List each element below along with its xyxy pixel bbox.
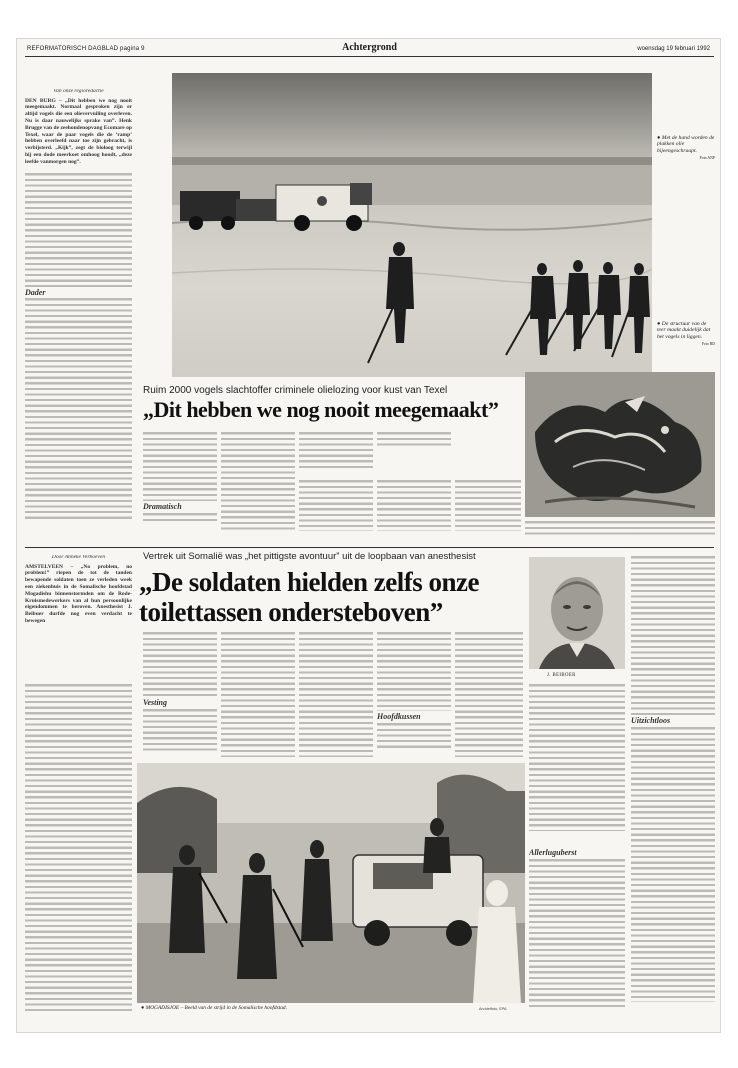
article2-body-text <box>25 683 132 1013</box>
article2-body-text <box>377 722 451 750</box>
article2-column-4 <box>299 631 373 757</box>
mogadishu-photo-caption-text: MOGADISJOE – Beeld van de strijd in de Somalische hoofdstad. <box>145 1005 287 1011</box>
article2-body-text <box>455 631 523 757</box>
article1-body-text <box>143 431 217 501</box>
article2-intro: AMSTELVEEN – „No problem, no problem!” riepen de tot de tanden bewapende soldaten toen ze verleden week een ziekenhuis in de Somalische hoofdstad Mogadishu binnenstormden om de Rode-Kruismedewerkers van al hun persoonlijke eigendommen te beroven. Anesthesist J. Beibuer durfde nog even verdacht te bewegen <box>25 563 132 624</box>
beach-cleanup-illustration <box>172 73 652 377</box>
article1-headline: „Dit hebben we nog nooit meegemaakt” <box>143 397 499 422</box>
beach-photo-caption: ● Met de hand worden de plakken olie bijeengeschraapt. Foto ANP <box>657 135 715 161</box>
article1-column-4b <box>299 479 373 531</box>
article1-body-text <box>377 479 451 531</box>
portrait-illustration <box>529 557 625 669</box>
article2-body-text <box>529 683 625 831</box>
article1-body-text <box>25 297 132 522</box>
section-title: Achtergrond <box>342 42 397 53</box>
mogadishu-photo-caption: ● MOGADISJOE – Beeld van de strijd in de Somalische hoofdstad. <box>141 1005 287 1011</box>
article1-column-7 <box>525 520 715 538</box>
article2-body-text <box>143 631 217 697</box>
article2-kicker: Vertrek uit Somalië was „het pittigste avontuur” uit de loopbaan van anesthesist <box>143 551 476 562</box>
article2-body-text <box>529 858 625 1008</box>
article2-column-6 <box>455 631 523 757</box>
bird-photo-credit: Foto RD <box>701 342 715 347</box>
article1-left-column <box>25 89 132 551</box>
article2-subhead-allerlugubetst: Allerluguberst <box>529 848 577 857</box>
article2-headline <box>139 567 523 627</box>
article1-kicker: Ruim 2000 vogels slachtoffer criminele olielozing voor kust van Texel <box>143 385 448 396</box>
article2-body-text <box>631 555 715 715</box>
article1-body-text <box>525 520 715 538</box>
publication-page-label: REFORMATORISCH DAGBLAD pagina 9 <box>27 46 145 52</box>
article1-column-2 <box>143 431 217 531</box>
article2-body-text <box>221 631 295 757</box>
article2-byline: Door Anneke Verhoeven <box>51 555 106 560</box>
article2-column-7-top <box>529 683 625 847</box>
article2-body-text <box>631 726 715 1002</box>
article1-body-text <box>25 172 132 287</box>
article2-right-column <box>631 555 715 1015</box>
article2-left-column <box>25 555 132 679</box>
oiled-bird-illustration <box>525 372 715 517</box>
article2-column-2 <box>143 631 217 757</box>
article1-column-3 <box>221 431 295 531</box>
beach-photo-caption-text: Met de hand worden de plakken olie bijeengeschraapt. <box>657 135 715 154</box>
article2-headline-line2: toilettassen ondersteboven” <box>139 597 443 627</box>
article1-byline: Van onze regioredactie <box>53 89 104 94</box>
issue-date: woensdag 19 februari 1992 <box>637 46 710 52</box>
article2-subhead-hoofdkussen: Hoofdkussen <box>377 712 421 721</box>
article1-body-text <box>299 431 373 469</box>
article2-column-3 <box>221 631 295 757</box>
beach-cleanup-photo <box>172 73 652 377</box>
newspaper-page <box>16 38 721 1033</box>
mogadishu-illustration <box>137 763 525 1003</box>
mogadishu-photo-credit: Archieffoto, EPA <box>479 1007 507 1011</box>
article1-subhead-dramatisch: Dramatisch <box>143 502 182 511</box>
article2-subhead-vesting: Vesting <box>143 698 168 707</box>
article1-column-5b <box>377 479 451 531</box>
article1-column-6 <box>455 479 521 531</box>
portrait-photo <box>529 557 625 669</box>
article1-body-text <box>221 431 295 531</box>
article1-column-5 <box>377 431 451 447</box>
article1-subhead-dader: Dader <box>25 287 46 297</box>
oiled-bird-photo <box>525 372 715 517</box>
article2-subhead-uitzichtloos: Uitzichtloos <box>631 716 671 725</box>
article1-body-text <box>299 479 373 531</box>
article1-body-text <box>143 512 217 524</box>
header-rule <box>25 56 714 57</box>
mogadishu-photo <box>137 763 525 1003</box>
bird-photo-caption-text: De structuur van de teer maakt duidelijk dat het vogels in liggen. <box>657 321 711 340</box>
article2-left-column-body <box>25 683 132 1013</box>
beach-photo-credit: Foto ANP <box>699 156 715 161</box>
article1-body-text <box>377 431 451 447</box>
article2-body-text <box>299 631 373 757</box>
article-divider-rule <box>25 547 714 548</box>
article1-column-4 <box>299 431 373 469</box>
bird-photo-caption: ● De structuur van de teer maakt duidelijk dat het vogels in liggen. Foto RD <box>657 321 715 347</box>
article1-body-text <box>455 479 521 531</box>
article2-body-text <box>143 708 217 754</box>
article2-body-text <box>377 631 451 711</box>
portrait-caption: J. BEIBOER <box>547 673 576 678</box>
running-header <box>17 39 721 55</box>
article2-headline-line1: „De soldaten hielden zelfs onze <box>139 567 479 597</box>
article1-intro: DEN BURG – „Dit hebben we nog nooit meegemaakt. Normaal gesproken zijn er altijd vogels die een olievervuiling overleven. Nu is daar nauwelijks sprake van”. Henk Brugge van de zeehondenopvang Ecomare op Texel, waar de paar vogels die de ‘ramp’ hebben overleefd naar toe zijn gebracht, is verbijsterd. „Kijk”, zegt de bioloog terwijl hij een dode meerkoet omhoog houdt, „deze leefde vanmorgen nog”. <box>25 97 132 165</box>
article2-column-7-bottom <box>529 847 625 1015</box>
article2-column-5 <box>377 631 451 757</box>
